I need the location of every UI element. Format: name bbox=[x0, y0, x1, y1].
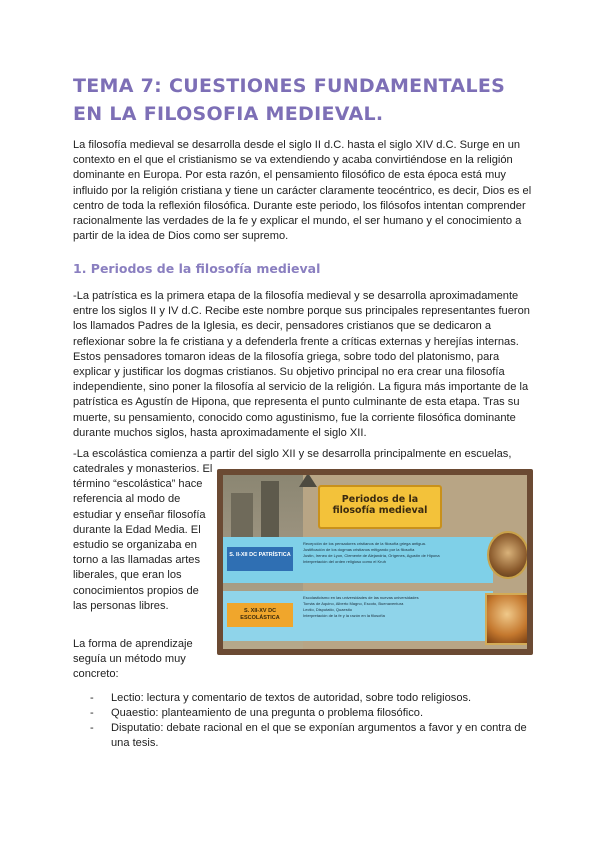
escolastica-bullets bbox=[303, 595, 483, 619]
list-item-text: Disputatio: debate racional en el que se exponían argumentos a favor y en contra de una tesis. bbox=[111, 722, 527, 749]
learning-method-paragraph: La forma de aprendizaje seguía un método muy concreto: bbox=[73, 638, 193, 681]
list-item bbox=[73, 706, 533, 721]
list-item-text: Lectio: lectura y comentario de textos de autoridad, sobre todo religiosos. bbox=[111, 692, 472, 704]
list-dash: - bbox=[90, 707, 94, 719]
infographic-banner bbox=[318, 485, 442, 529]
intro-paragraph: La filosofía medieval se desarrolla desde el siglo II d.C. hasta el siglo XIV d.C. Surge en un contexto en el que el cristianismo se va extendiendo y acaba convirtiéndose en la religión dominante en Europa. Por esta razón, el pensamiento filosófico de esta época está muy influido por la religión cristiana y tiene un carácter claramente teocéntrico, es decir, Dios es el centro de toda la reflexión filosófica. Durante este periodo, los filósofos intentan comprender racionalmente las verdades de la fe y explicar el mundo, el ser humano y el conocimiento a partir de la idea de Dios como ser supremo. bbox=[73, 139, 532, 243]
patristica-label: S. II-XII DC PATRÍSTICA bbox=[227, 547, 293, 571]
bullet-text: Interpretación de la fe y la razón en la filosofía bbox=[303, 613, 385, 618]
page-title: TEMA 7: CUESTIONES FUNDAMENTALES EN LA FILOSOFIA MEDIEVAL. bbox=[73, 75, 506, 125]
bullet-text: Lectio, Disputatio, Quaestio bbox=[303, 607, 352, 612]
bullet-text: Escolasticismo en las universidades de las nuevas universidades bbox=[303, 595, 419, 600]
bullet-text: Justificación de los dogmas cristianos mitigando por la filosofía bbox=[303, 547, 415, 552]
list-dash: - bbox=[90, 692, 94, 704]
escolastica-label: S. XII-XV DC ESCOLÁSTICA bbox=[227, 603, 293, 627]
method-list bbox=[73, 691, 533, 751]
infographic-canvas bbox=[223, 475, 527, 649]
portrait-augustine bbox=[487, 531, 527, 579]
bullet-text: Interpretación del orden religioso como el Kruh bbox=[303, 559, 386, 564]
banner-title: Periodos de la filosofía medieval bbox=[332, 494, 428, 516]
patristica-paragraph: -La patrística es la primera etapa de la filosofía medieval y se desarrolla aproximadamente entre los siglos II y IV d.C. Recibe este nombre porque sus principales representantes fueron los llamados Padres de la Iglesia, es decir, pensadores cristianos que se dedicaron a reflexionar sobre la fe cristiana y a defenderla frente a críticas externas y herejías internas. Estos pensadores tomaron ideas de la filosofía griega, sobre todo del platonismo, para explicar y justificar los dogmas cristianos. Su objetivo principal no era crear una filosofía independiente, sino poner la filosofía al servicio de la religión. La figura más importante de la patrística es Agustín de Hipona, que representa el punto culminante de esta etapa. Tras su muerte, su pensamiento, conocido como agustinismo, fue la corriente filosófica dominante durante muchos siglos, hasta aproximadamente el siglo XII. bbox=[73, 290, 530, 439]
list-dash: - bbox=[90, 722, 94, 734]
section-heading-periods: 1. Periodos de la filosofía medieval bbox=[73, 261, 321, 276]
tower-roof bbox=[299, 475, 317, 487]
patristica-bullets bbox=[303, 541, 483, 565]
bullet-text: Justin, Ireneo de Lyon, Clemente de Alejandría, Orígenes, Agustín de Hipona bbox=[303, 553, 440, 558]
list-item-text: Quaestio: planteamiento de una pregunta o problema filosófico. bbox=[111, 707, 424, 719]
periods-infographic bbox=[217, 469, 533, 655]
bullet-text: Tomás de Aquino, Alberto Magno, Escoto, Buenaventura bbox=[303, 601, 404, 606]
list-item bbox=[73, 691, 533, 706]
bullet-text: Recepción de los pensadores cristianos de la filosofía griega antigua. bbox=[303, 541, 426, 546]
portrait-aquinas bbox=[485, 593, 527, 645]
list-item bbox=[73, 721, 533, 751]
escolastica-paragraph: catedrales y monasterios. El término “escolástica” hace referencia al modo de estudiar y enseñar filosofía durante la Edad Media. El estudio se organizaba en torno a las llamadas artes liberales, que eran los conocimientos propios de las personas libres. bbox=[73, 463, 213, 612]
escolastica-paragraph-line1: -La escolástica comienza a partir del siglo XII y se desarrolla principalmente en escuelas, bbox=[73, 448, 512, 460]
